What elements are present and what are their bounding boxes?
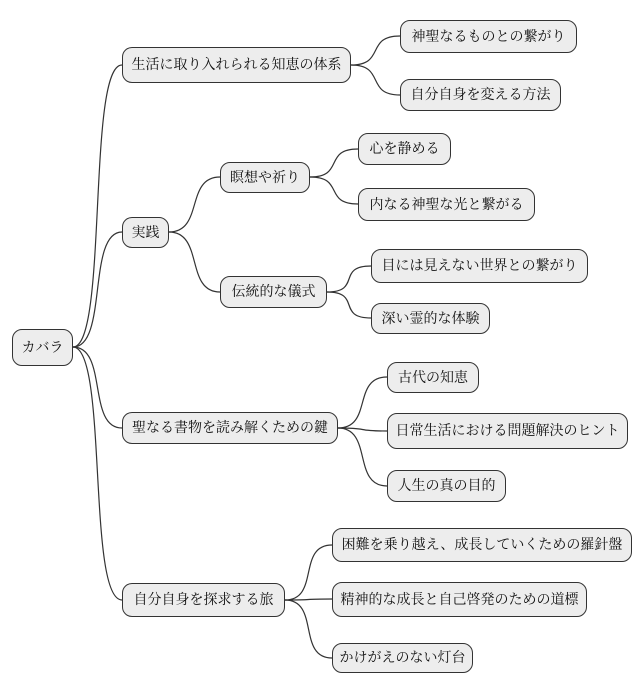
edge-meditation-to-inner-light — [310, 177, 358, 204]
node-sacred-texts-key: 聖なる書物を読み解くための鍵 — [122, 412, 338, 444]
node-sacred-connection: 神聖なるものとの繋がり — [400, 20, 577, 53]
edge-root-to-sacred-texts-key — [73, 347, 122, 428]
node-traditional-rituals: 伝統的な儀式 — [220, 276, 327, 308]
node-compass-for-growth: 困難を乗り越え、成長していくための羅針盤 — [332, 528, 632, 562]
edge-key-to-true-purpose — [338, 428, 387, 486]
node-guidepost-spiritual-growth: 精神的な成長と自己啓発のための道標 — [332, 582, 587, 617]
node-inner-divine-light: 内なる神聖な光と繋がる — [358, 188, 535, 221]
edge-journey-to-compass — [285, 545, 332, 600]
node-kabbalah-root: カバラ — [12, 329, 73, 366]
edge-practice-to-rituals — [169, 232, 220, 292]
node-true-purpose-of-life: 人生の真の目的 — [387, 470, 506, 502]
node-irreplaceable-lighthouse: かけがえのない灯台 — [332, 643, 473, 673]
edge-wisdom-to-self-transformation — [351, 65, 400, 95]
node-calm-mind: 心を静める — [358, 133, 451, 165]
node-daily-problem-solving-hints: 日常生活における問題解決のヒント — [387, 413, 628, 449]
node-self-exploration-journey: 自分自身を探求する旅 — [122, 583, 285, 617]
edge-root-to-wisdom-system — [73, 65, 122, 347]
node-wisdom-system: 生活に取り入れられる知恵の体系 — [122, 47, 351, 83]
node-invisible-world-connection: 目には見えない世界との繋がり — [371, 249, 588, 283]
edge-key-to-ancient-wisdom — [338, 377, 387, 428]
edge-rituals-to-spiritual-experience — [327, 292, 371, 318]
edge-root-to-practice — [73, 232, 122, 347]
node-meditation-prayer: 瞑想や祈り — [220, 162, 310, 193]
node-ancient-wisdom: 古代の知恵 — [387, 362, 479, 393]
edge-practice-to-meditation — [169, 177, 220, 232]
edge-wisdom-to-sacred-connection — [351, 36, 400, 65]
edge-meditation-to-calm-mind — [310, 149, 358, 177]
node-practice: 実践 — [122, 217, 169, 248]
edge-journey-to-lighthouse — [285, 600, 332, 658]
edge-rituals-to-invisible-world — [327, 266, 371, 292]
node-deep-spiritual-experience: 深い霊的な体験 — [371, 303, 490, 334]
node-self-transformation: 自分自身を変える方法 — [400, 79, 561, 111]
